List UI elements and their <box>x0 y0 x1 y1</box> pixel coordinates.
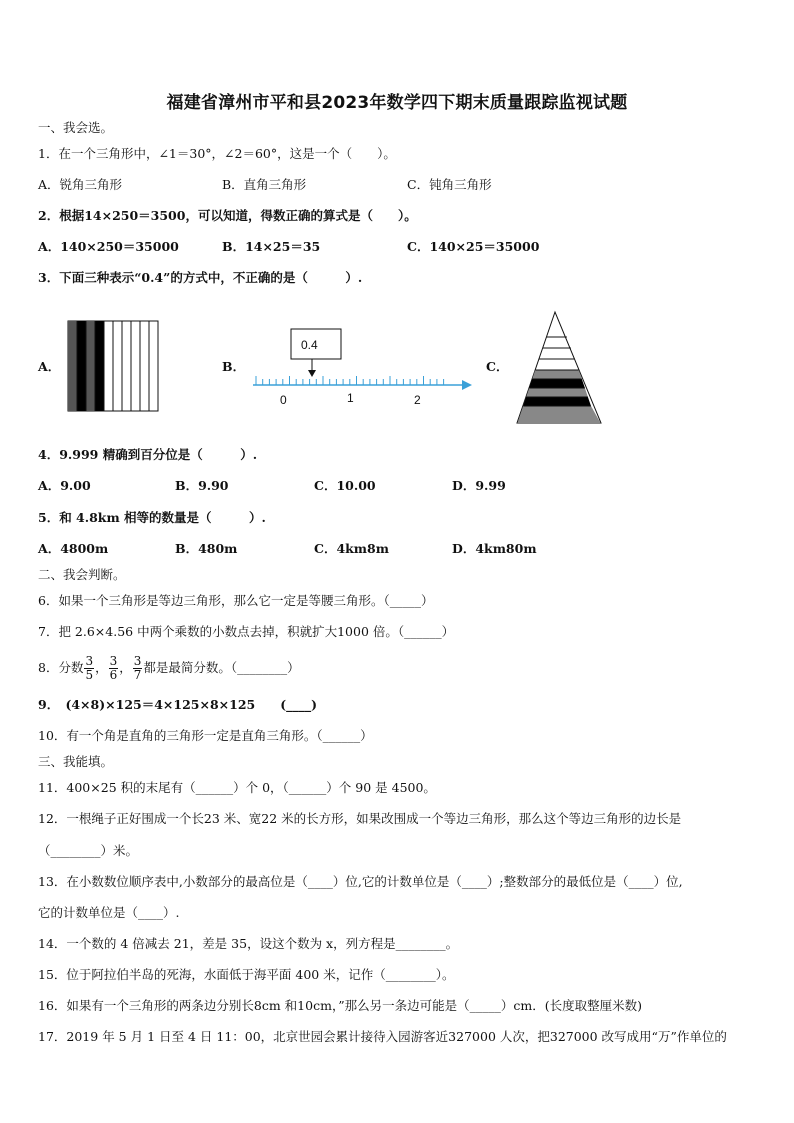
section-heading-3: 三、我能填。 <box>38 754 114 769</box>
question-10: 10．有一个角是直角的三角形一定是直角三角形。（______） <box>38 728 373 743</box>
question-1: 1．在一个三角形中，∠1＝30°，∠2＝60°，这是一个（ ）。 <box>38 146 396 161</box>
question-5: 5．和 4.8km 相等的数量是（ ）. <box>38 510 266 525</box>
q4-option-b: B．9.90 <box>175 478 229 493</box>
axis-label-2: 2 <box>414 393 421 407</box>
q1-option-a: A．锐角三角形 <box>38 177 123 192</box>
page-title: 福建省漳州市平和县2023年数学四下期末质量跟踪监视试题 <box>166 93 628 113</box>
q5-option-a: A．4800m <box>38 541 109 556</box>
question-8: 8．分数 $\frac{3}{5}$ ， $\frac{3}{6}$ ， $\frac{3}{7}$ 都是最简分数。（________） <box>38 654 300 682</box>
question-9: 9． (4×8)×125＝4×125×8×125 (____) <box>38 697 318 712</box>
q3-option-a-label: A． <box>38 359 61 374</box>
q3-option-a-figure <box>67 320 159 412</box>
q3-box-label: 0.4 <box>301 338 318 352</box>
question-17: 17．2019 年 5 月 1 日至 4 日 11：00，北京世园会累计接待入园游客近327000 人次，把327000 改写成用“万”作单位的 <box>38 1029 727 1044</box>
q4-option-a: A．9.00 <box>38 478 91 493</box>
section-heading-2: 二、我会判断。 <box>38 567 126 582</box>
section-heading-1: 一、我会选。 <box>38 120 114 135</box>
q4-option-c: C．10.00 <box>314 478 376 493</box>
question-11: 11．400×25 积的末尾有（______）个 0，（______）个 90 是 4500。 <box>38 780 436 795</box>
question-4: 4．9.999 精确到百分位是（ ）. <box>38 447 258 462</box>
q2-option-a: A．140×250＝35000 <box>38 239 179 254</box>
question-12-line1: 12．一根绳子正好围成一个长23 米、宽22 米的长方形，如果改围成一个等边三角形，那么这个等边三角形的边长是 <box>38 811 682 826</box>
axis-label-0: 0 <box>280 393 287 407</box>
q5-option-c: C．4km8m <box>314 541 389 556</box>
question-13-line1: 13．在小数数位顺序表中,小数部分的最高位是（____）位,它的计数单位是（____）;整数部分的最低位是（____）位, <box>38 874 683 889</box>
question-7: 7．把 2.6×4.56 中两个乘数的小数点去掉，积就扩大1000 倍。（______） <box>38 624 455 639</box>
fraction-3-7: $\frac{3}{7}$ <box>133 654 142 682</box>
question-12-line2: （________）米。 <box>38 843 139 858</box>
question-2: 2．根据14×250＝3500，可以知道，得数正确的算式是（ ）。 <box>38 208 417 223</box>
q1-option-c: C．钝角三角形 <box>407 177 492 192</box>
q5-option-b: B．480m <box>175 541 238 556</box>
q8-suffix: 都是最简分数。（________） <box>143 660 300 675</box>
q3-option-c-pyramid <box>513 310 605 426</box>
q1-option-b: B．直角三角形 <box>222 177 307 192</box>
question-6: 6．如果一个三角形是等边三角形，那么它一定是等腰三角形。（_____） <box>38 593 434 608</box>
q2-option-c: C．140×25＝35000 <box>407 239 540 254</box>
q3-option-b-label: B． <box>222 359 246 374</box>
q5-option-d: D．4km80m <box>452 541 537 556</box>
q4-option-d: D．9.99 <box>452 478 506 493</box>
question-16: 16．如果有一个三角形的两条边分别长8cm 和10cm，”那么另一条边可能是（_____）cm．(长度取整厘米数) <box>38 998 642 1013</box>
q8-prefix: 8．分数 <box>38 660 84 675</box>
q3-option-c-label: C． <box>486 359 509 374</box>
question-13-line2: 它的计数单位是（____）. <box>38 905 180 920</box>
question-3: 3．下面三种表示“0.4”的方式中，不正确的是（ ）. <box>38 270 363 285</box>
q2-option-b: B．14×25＝35 <box>222 239 321 254</box>
question-14: 14．一个数的 4 倍减去 21，差是 35，设这个数为 x，列方程是________。 <box>38 936 459 951</box>
axis-label-1: 1 <box>347 391 354 405</box>
fraction-3-6: $\frac{3}{6}$ <box>109 654 118 682</box>
question-15: 15．位于阿拉伯半岛的死海，水面低于海平面 400 米，记作（________）。 <box>38 967 455 982</box>
q3-option-b-number-line <box>250 325 475 410</box>
fraction-3-5: $\frac{3}{5}$ <box>85 654 94 682</box>
